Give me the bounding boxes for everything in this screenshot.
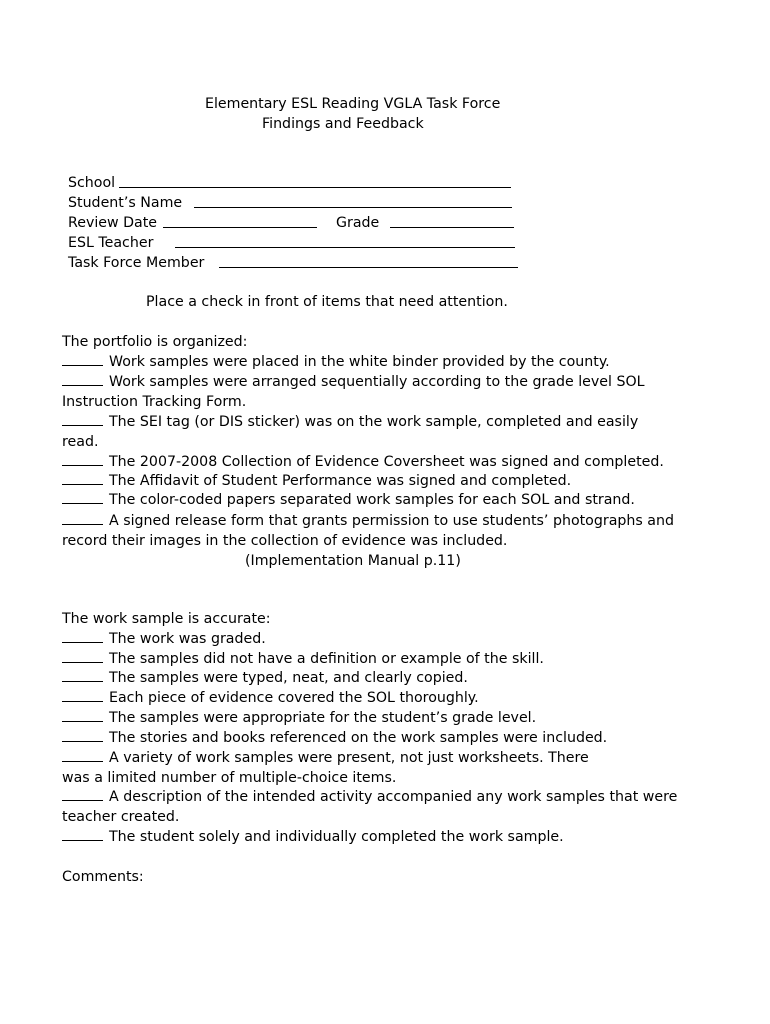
student-name-label: Student’s Name bbox=[68, 195, 183, 211]
checklist-item: The SEI tag (or DIS sticker) was on the work sample, completed and easily bbox=[62, 412, 638, 432]
check-blank[interactable] bbox=[62, 827, 103, 841]
checklist-item: The stories and books referenced on the work samples were included. bbox=[62, 728, 607, 748]
checklist-item: Work samples were arranged sequentially according to the grade level SOL bbox=[62, 372, 645, 392]
checklist-item: Each piece of evidence covered the SOL thoroughly. bbox=[62, 688, 479, 708]
check-blank[interactable] bbox=[62, 412, 103, 426]
esl-teacher-label: ESL Teacher bbox=[68, 235, 154, 251]
check-blank[interactable] bbox=[62, 708, 103, 722]
check-blank[interactable] bbox=[62, 352, 103, 366]
task-force-member-field[interactable] bbox=[219, 267, 518, 268]
document-title: Elementary ESL Reading VGLA Task Force bbox=[205, 96, 501, 112]
check-blank[interactable] bbox=[62, 649, 103, 663]
check-blank[interactable] bbox=[62, 490, 103, 504]
check-blank[interactable] bbox=[62, 452, 103, 466]
check-blank[interactable] bbox=[62, 511, 103, 525]
check-blank[interactable] bbox=[62, 787, 103, 801]
checklist-item: The work was graded. bbox=[62, 629, 266, 649]
document-subtitle: Findings and Feedback bbox=[262, 116, 424, 132]
checklist-item: A description of the intended activity accompanied any work samples that were bbox=[62, 787, 677, 807]
checklist-item-continued: Instruction Tracking Form. bbox=[62, 394, 247, 410]
manual-reference: (Implementation Manual p.11) bbox=[245, 553, 461, 569]
check-blank[interactable] bbox=[62, 748, 103, 762]
checklist-item: A signed release form that grants permission to use students’ photographs and bbox=[62, 511, 674, 531]
checklist-item: The color-coded papers separated work samples for each SOL and strand. bbox=[62, 490, 635, 510]
checklist-item: The Affidavit of Student Performance was signed and completed. bbox=[62, 471, 571, 491]
checklist-item: The samples were appropriate for the student’s grade level. bbox=[62, 708, 536, 728]
portfolio-heading: The portfolio is organized: bbox=[62, 334, 248, 350]
esl-teacher-field[interactable] bbox=[175, 247, 515, 248]
grade-label: Grade bbox=[336, 215, 380, 231]
school-field[interactable] bbox=[119, 187, 511, 188]
review-date-label: Review Date bbox=[68, 215, 158, 231]
school-label: School bbox=[68, 175, 116, 191]
check-blank[interactable] bbox=[62, 728, 103, 742]
check-blank[interactable] bbox=[62, 372, 103, 386]
checklist-item-continued: read. bbox=[62, 434, 99, 450]
work-sample-heading: The work sample is accurate: bbox=[62, 611, 271, 627]
checklist-item: The 2007-2008 Collection of Evidence Coversheet was signed and completed. bbox=[62, 452, 664, 472]
checklist-item: A variety of work samples were present, not just worksheets. There bbox=[62, 748, 589, 768]
checklist-item-continued: was a limited number of multiple-choice items. bbox=[62, 770, 397, 786]
checklist-item: The samples were typed, neat, and clearly copied. bbox=[62, 668, 468, 688]
checklist-item-continued: teacher created. bbox=[62, 809, 180, 825]
checklist-item: The student solely and individually completed the work sample. bbox=[62, 827, 564, 847]
comments-label: Comments: bbox=[62, 869, 144, 885]
student-name-field[interactable] bbox=[194, 207, 512, 208]
checklist-item: Work samples were placed in the white binder provided by the county. bbox=[62, 352, 610, 372]
grade-field[interactable] bbox=[390, 227, 514, 228]
review-date-field[interactable] bbox=[163, 227, 317, 228]
checklist-item-continued: record their images in the collection of evidence was included. bbox=[62, 533, 508, 549]
check-blank[interactable] bbox=[62, 629, 103, 643]
task-force-member-label: Task Force Member bbox=[68, 255, 205, 271]
check-blank[interactable] bbox=[62, 471, 103, 485]
checklist-item: The samples did not have a definition or example of the skill. bbox=[62, 649, 544, 669]
check-blank[interactable] bbox=[62, 668, 103, 682]
check-blank[interactable] bbox=[62, 688, 103, 702]
instruction-text: Place a check in front of items that need attention. bbox=[146, 294, 508, 310]
